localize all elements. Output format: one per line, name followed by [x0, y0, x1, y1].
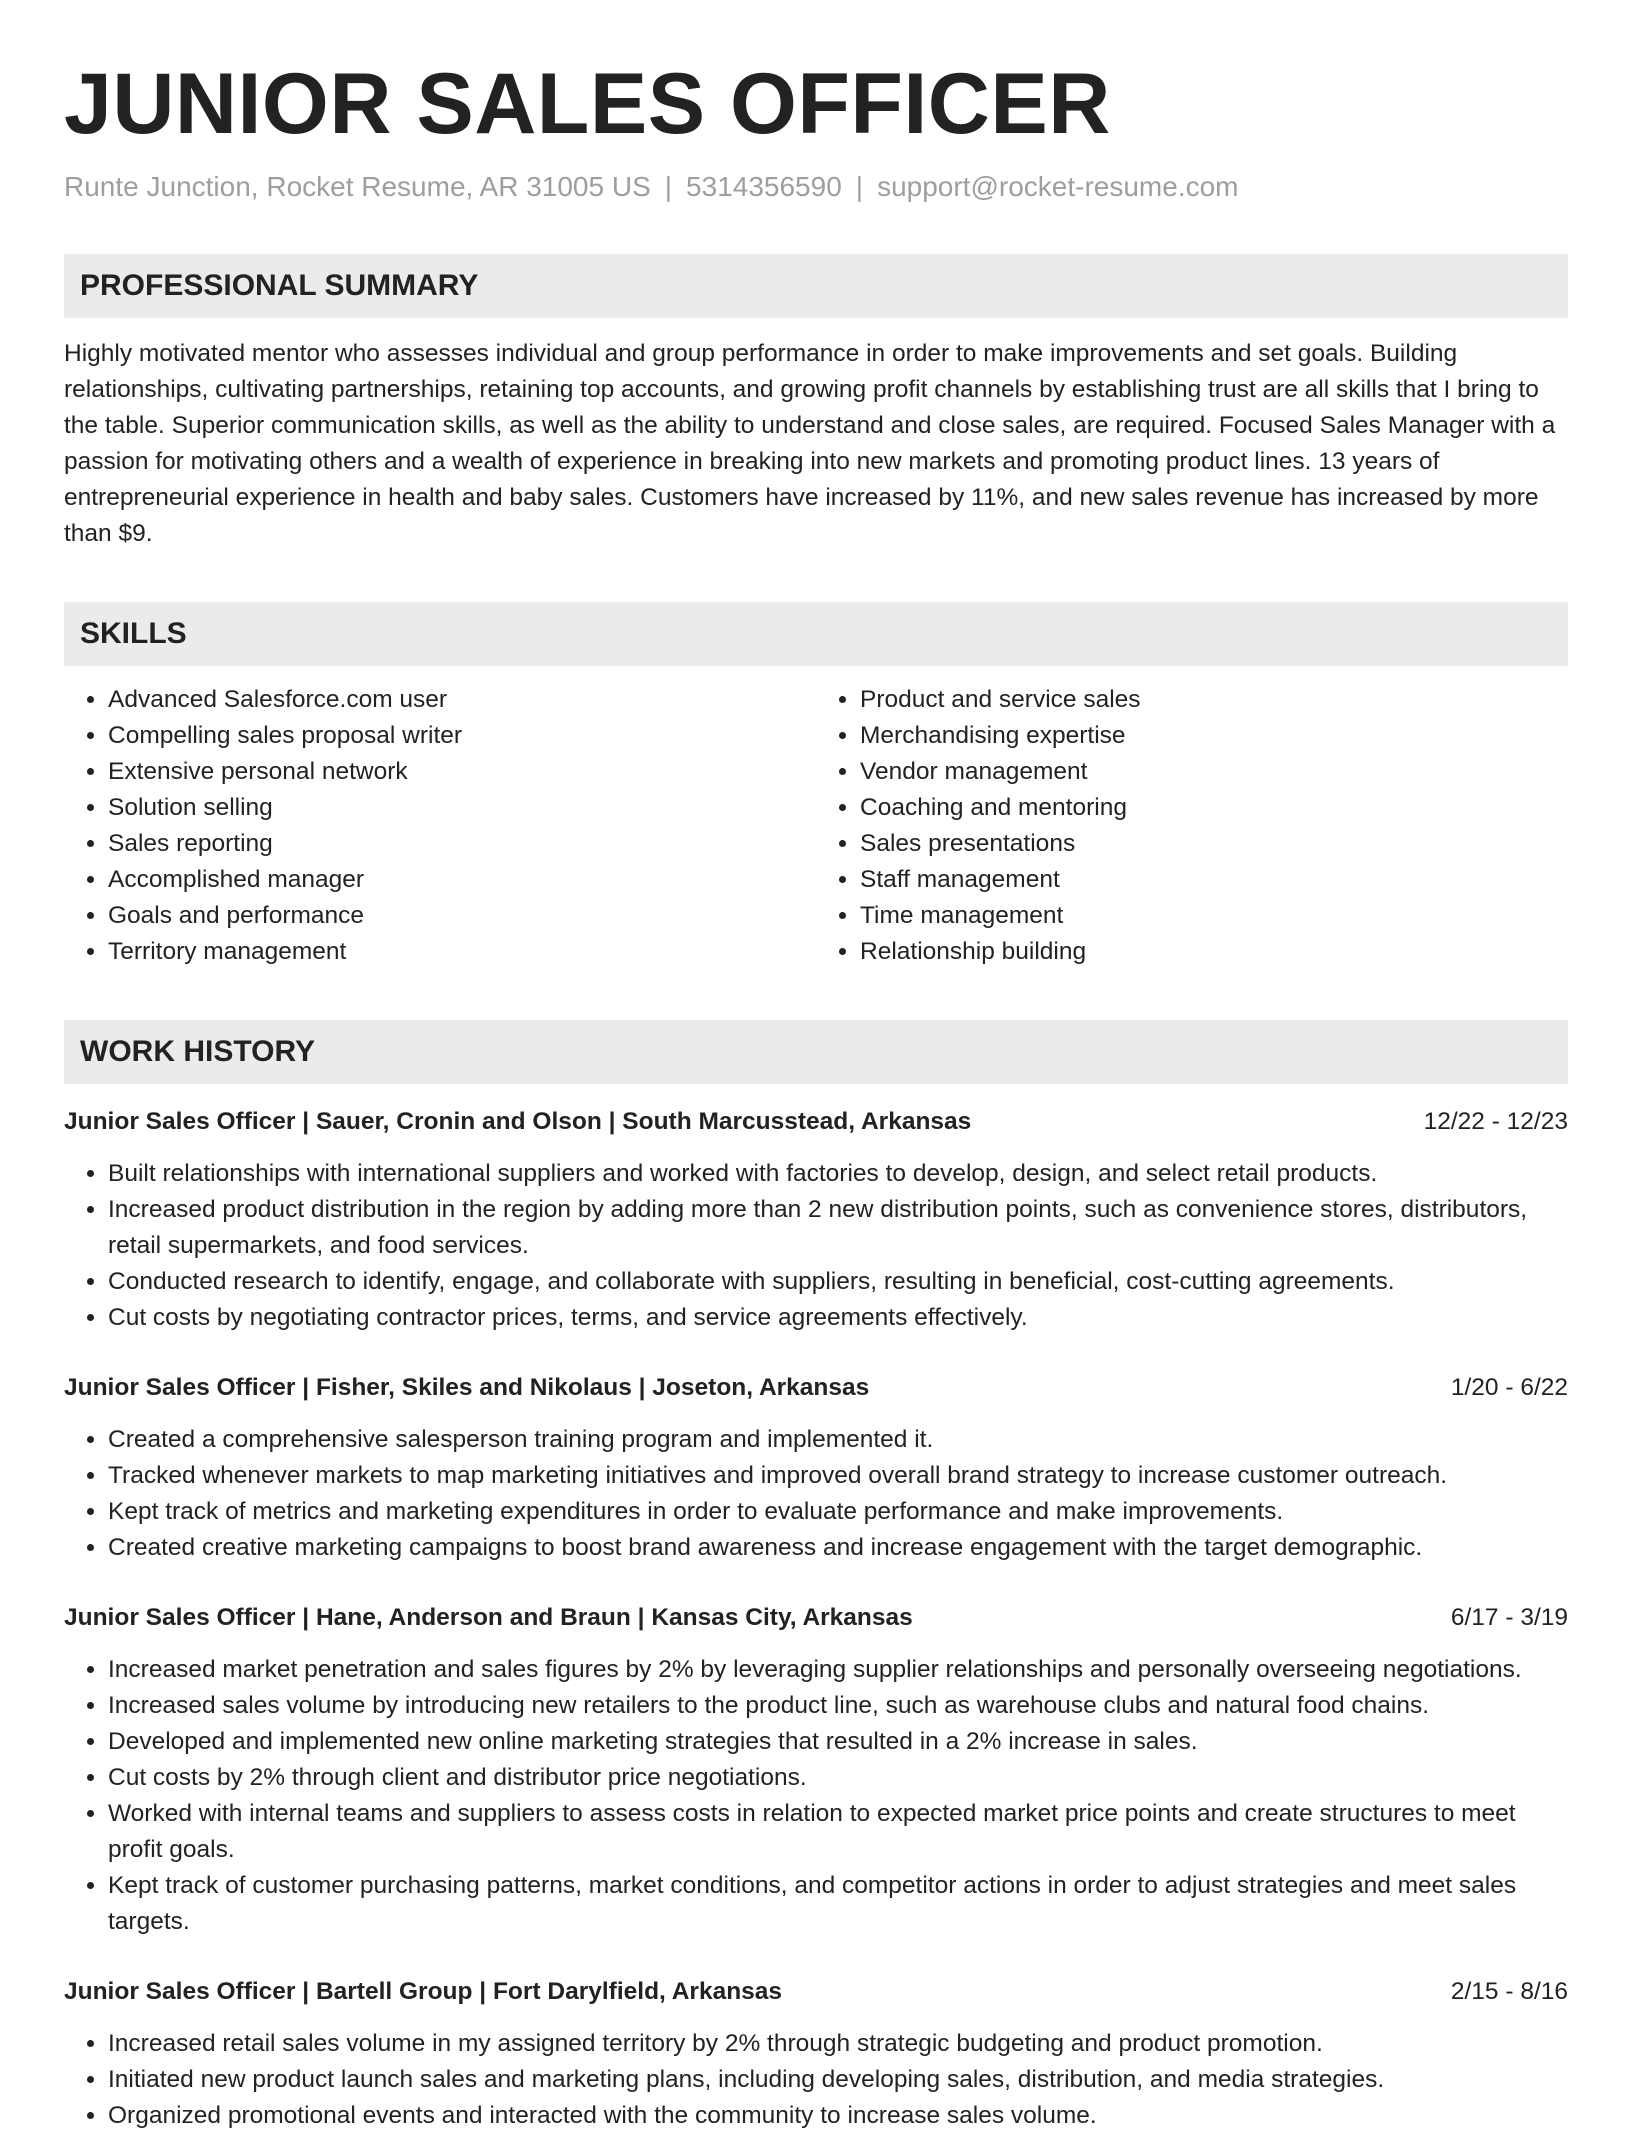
skill-item: • Relationship building [860, 934, 1568, 970]
job-bullet: • Increased market penetration and sales figures by 2% by leveraging supplier relationships and personally overseeing negotiations. [108, 1652, 1568, 1688]
job-bullet: • Created a comprehensive salesperson training program and implemented it. [108, 1422, 1568, 1458]
summary-text: Highly motivated mentor who assesses individual and group performance in order to make improvements and set goals. Building relationships, cultivating partnerships, retaining top accounts, and growing profit channels by establishing trust are all skills that I bring to the table. Superior communication skills, as well as the ability to understand and close sales, are required. Focused Sales Manager with a passion for motivating others and a wealth of experience in breaking into new markets and promoting product lines. 13 years of entrepreneurial experience in health and baby sales. Customers have increased by 11%, and new sales revenue has increased by more than $9. [64, 340, 1556, 547]
skills-column-right [816, 682, 1568, 970]
job-entry [64, 1974, 1568, 2134]
skill-item: • Vendor management [860, 754, 1568, 790]
job-bullet: • Increased sales volume by introducing new retailers to the product line, such as warehouse clubs and natural food chains. [108, 1688, 1568, 1724]
job-dates: 1/20 - 6/22 [1450, 1374, 1568, 1401]
job-header [64, 1370, 1568, 1406]
skill-item: • Territory management [108, 934, 816, 970]
skill-item: • Product and service sales [860, 682, 1568, 718]
job-entry [64, 1600, 1568, 1940]
section-header-work-history: WORK HISTORY [64, 1020, 1568, 1084]
skill-item: • Advanced Salesforce.com user [108, 682, 816, 718]
skill-item: • Accomplished manager [108, 862, 816, 898]
skill-item: • Extensive personal network [108, 754, 816, 790]
job-header [64, 1600, 1568, 1636]
job-dates: 2/15 - 8/16 [1450, 1978, 1568, 2005]
job-bullet: • Initiated new product launch sales and marketing plans, including developing sales, distribution, and media strategies. [108, 2062, 1568, 2098]
section-header-skills: SKILLS [64, 602, 1568, 666]
job-entry [64, 1104, 1568, 1336]
contact-separator: | [664, 171, 673, 202]
job-entry [64, 1370, 1568, 1566]
skill-item: • Coaching and mentoring [860, 790, 1568, 826]
skill-item: • Time management [860, 898, 1568, 934]
job-title: Junior Sales Officer | Fisher, Skiles and Nikolaus | Joseton, Arkansas [64, 1374, 870, 1401]
skill-item: • Sales reporting [108, 826, 816, 862]
job-bullet: • Organized promotional events and interacted with the community to increase sales volume. [108, 2098, 1568, 2134]
resume-title: JUNIOR SALES OFFICER [64, 56, 1111, 152]
skill-item: • Goals and performance [108, 898, 816, 934]
job-bullet: • Built relationships with international suppliers and worked with factories to develop, design, and select retail products. [108, 1156, 1568, 1192]
job-bullet: • Increased retail sales volume in my assigned territory by 2% through strategic budgeting and product promotion. [108, 2026, 1568, 2062]
job-bullet: • Created creative marketing campaigns to boost brand awareness and increase engagement with the target demographic. [108, 1530, 1568, 1566]
job-title: Junior Sales Officer | Bartell Group | Fort Darylfield, Arkansas [64, 1978, 783, 2005]
job-bullets [64, 1652, 1568, 1940]
skill-item: • Merchandising expertise [860, 718, 1568, 754]
job-header [64, 1974, 1568, 2010]
job-dates: 12/22 - 12/23 [1423, 1108, 1568, 1135]
skills-list [64, 682, 1568, 970]
job-bullet: • Tracked whenever markets to map marketing initiatives and improved overall brand strategy to increase customer outreach. [108, 1458, 1568, 1494]
job-bullet: • Conducted research to identify, engage, and collaborate with suppliers, resulting in beneficial, cost-cutting agreements. [108, 1264, 1568, 1300]
skill-item: • Compelling sales proposal writer [108, 718, 816, 754]
job-bullets [64, 1422, 1568, 1566]
job-dates: 6/17 - 3/19 [1450, 1604, 1568, 1631]
job-bullet: • Increased product distribution in the region by adding more than 2 new distribution points, such as convenience stores, distributors, retail supermarkets, and food services. [108, 1192, 1568, 1264]
job-title: Junior Sales Officer | Sauer, Cronin and Olson | South Marcusstead, Arkansas [64, 1108, 972, 1135]
contact-email: support@rocket-resume.com [877, 171, 1239, 202]
section-header-summary: PROFESSIONAL SUMMARY [64, 254, 1568, 318]
job-bullet: • Kept track of customer purchasing patterns, market conditions, and competitor actions in order to adjust strategies and meet sales targets. [108, 1868, 1568, 1940]
job-bullet: • Developed and implemented new online marketing strategies that resulted in a 2% increase in sales. [108, 1724, 1568, 1760]
job-bullets [64, 1156, 1568, 1336]
job-bullet: • Cut costs by negotiating contractor prices, terms, and service agreements effectively. [108, 1300, 1568, 1336]
skill-item: • Staff management [860, 862, 1568, 898]
contact-address: Runte Junction, Rocket Resume, AR 31005 US [64, 171, 651, 202]
contact-line [64, 170, 1568, 204]
skill-item: • Solution selling [108, 790, 816, 826]
job-bullet: • Kept track of metrics and marketing expenditures in order to evaluate performance and make improvements. [108, 1494, 1568, 1530]
contact-phone: 5314356590 [686, 171, 842, 202]
contact-separator: | [855, 171, 864, 202]
job-header [64, 1104, 1568, 1140]
job-bullets [64, 2026, 1568, 2134]
job-title: Junior Sales Officer | Hane, Anderson and Braun | Kansas City, Arkansas [64, 1604, 913, 1631]
skills-column-left [64, 682, 816, 970]
job-bullet: • Cut costs by 2% through client and distributor price negotiations. [108, 1760, 1568, 1796]
skill-item: • Sales presentations [860, 826, 1568, 862]
job-bullet: • Worked with internal teams and suppliers to assess costs in relation to expected market price points and create structures to meet profit goals. [108, 1796, 1568, 1868]
